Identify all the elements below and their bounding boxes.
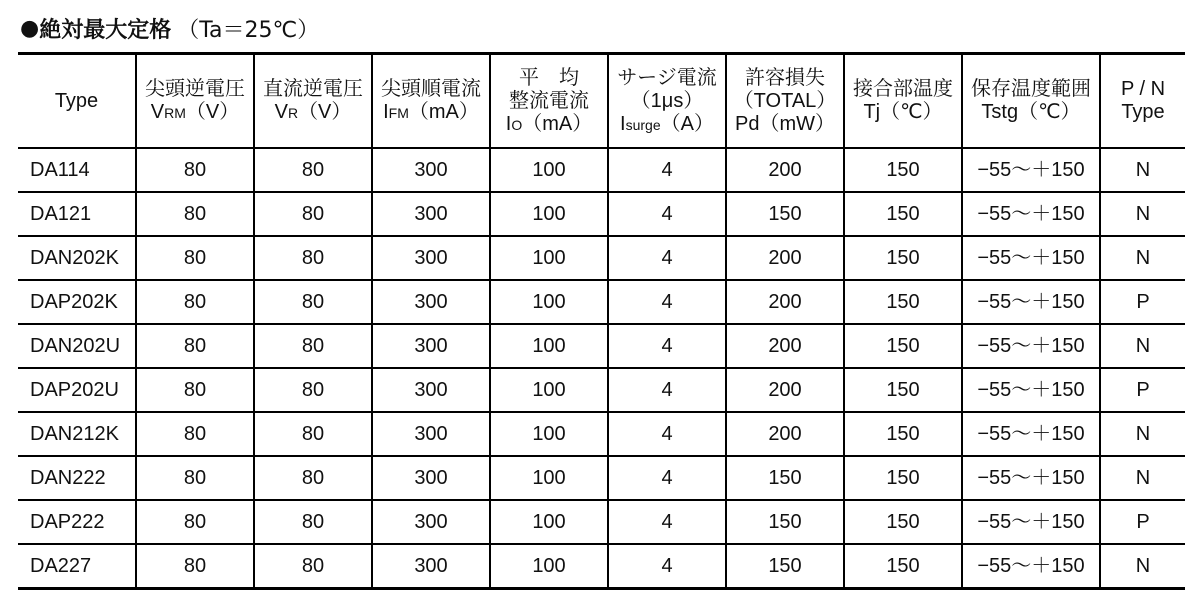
cell-power-dissipation: 150 — [726, 192, 844, 236]
header-peak-forward-current: 尖頭順電流 IFM（mA） — [372, 54, 490, 149]
cell-storage-temperature: −55～＋150 — [962, 412, 1100, 456]
cell-peak-forward-current: 300 — [372, 324, 490, 368]
cell-power-dissipation: 200 — [726, 280, 844, 324]
cell-dc-reverse-voltage: 80 — [254, 500, 372, 544]
cell-surge-current: 4 — [608, 236, 726, 280]
cell-pn-type: N — [1100, 192, 1185, 236]
table-row — [18, 192, 1185, 236]
table-row — [18, 500, 1185, 544]
cell-average-rectified-current: 100 — [490, 236, 608, 280]
cell-peak-forward-current: 300 — [372, 368, 490, 412]
cell-type: DAP222 — [18, 500, 136, 544]
cell-dc-reverse-voltage: 80 — [254, 456, 372, 500]
cell-average-rectified-current: 100 — [490, 148, 608, 192]
cell-power-dissipation: 200 — [726, 148, 844, 192]
cell-junction-temperature: 150 — [844, 500, 962, 544]
table-row — [18, 544, 1185, 589]
cell-dc-reverse-voltage: 80 — [254, 236, 372, 280]
cell-average-rectified-current: 100 — [490, 280, 608, 324]
header-row — [18, 54, 1185, 149]
cell-surge-current: 4 — [608, 368, 726, 412]
cell-peak-forward-current: 300 — [372, 148, 490, 192]
cell-average-rectified-current: 100 — [490, 500, 608, 544]
header-average-rectified-current: 平 均 整流電流 IO（mA） — [490, 54, 608, 149]
cell-pn-type: N — [1100, 236, 1185, 280]
cell-dc-reverse-voltage: 80 — [254, 368, 372, 412]
cell-pn-type: P — [1100, 500, 1185, 544]
cell-power-dissipation: 200 — [726, 324, 844, 368]
cell-surge-current: 4 — [608, 412, 726, 456]
cell-power-dissipation: 200 — [726, 412, 844, 456]
cell-type: DA114 — [18, 148, 136, 192]
cell-type: DA227 — [30, 554, 92, 577]
cell-junction-temperature: 150 — [844, 544, 962, 589]
cell-average-rectified-current: 100 — [490, 368, 608, 412]
cell-storage-temperature: −55～＋150 — [962, 192, 1100, 236]
cell-power-dissipation: 150 — [726, 500, 844, 544]
cell-junction-temperature: 150 — [844, 236, 962, 280]
header-dc-reverse-voltage: 直流逆電圧 VR（V） — [254, 54, 372, 149]
cell-dc-reverse-voltage: 80 — [254, 544, 372, 589]
title-main: 絶対最大定格 — [39, 17, 172, 43]
cell-average-rectified-current: 100 — [490, 456, 608, 500]
table-row — [18, 324, 1185, 368]
table-row — [18, 148, 1185, 192]
cell-peak-forward-current: 300 — [372, 456, 490, 500]
cell-type: DAN212K — [18, 412, 136, 456]
cell-storage-temperature: −55～＋150 — [962, 544, 1100, 589]
cell-peak-forward-current: 300 — [372, 500, 490, 544]
cell-pn-type: P — [1100, 368, 1185, 412]
cell-peak-reverse-voltage: 80 — [136, 192, 254, 236]
cell-peak-reverse-voltage: 80 — [136, 412, 254, 456]
cell-junction-temperature: 150 — [844, 192, 962, 236]
cell-peak-reverse-voltage: 80 — [136, 544, 254, 589]
cell-peak-reverse-voltage: 80 — [136, 236, 254, 280]
cell-power-dissipation: 150 — [726, 544, 844, 589]
cell-type: DAN222 — [18, 456, 136, 500]
cell-storage-temperature: −55～＋150 — [962, 368, 1100, 412]
cell-surge-current: 4 — [608, 544, 726, 589]
cell-peak-reverse-voltage: 80 — [136, 324, 254, 368]
cell-average-rectified-current: 100 — [490, 544, 608, 589]
table-row — [18, 280, 1185, 324]
cell-junction-temperature: 150 — [844, 412, 962, 456]
cell-surge-current: 4 — [608, 324, 726, 368]
cell-peak-reverse-voltage: 80 — [136, 368, 254, 412]
cell-dc-reverse-voltage: 80 — [254, 324, 372, 368]
cell-junction-temperature: 150 — [844, 148, 962, 192]
cell-pn-type: N — [1100, 412, 1185, 456]
cell-type: DAP202U — [18, 368, 136, 412]
section-title — [20, 8, 319, 48]
cell-power-dissipation: 150 — [726, 456, 844, 500]
table-row — [18, 456, 1185, 500]
header-junction-temperature: 接合部温度 Tj（℃） — [844, 54, 962, 149]
header-type: Type — [18, 54, 136, 149]
absolute-max-ratings-table — [18, 52, 1185, 590]
cell-junction-temperature: 150 — [844, 324, 962, 368]
cell-pn-type: P — [1100, 280, 1185, 324]
header-power-dissipation: 許容損失 （TOTAL） Pd（mW） — [726, 54, 844, 149]
cell-type: DAP202K — [18, 280, 136, 324]
cell-storage-temperature: −55～＋150 — [962, 500, 1100, 544]
cell-peak-reverse-voltage: 80 — [136, 456, 254, 500]
table-row — [18, 412, 1185, 456]
header-surge-current: サージ電流 （1μs） Isurge（A） — [608, 54, 726, 149]
cell-surge-current: 4 — [608, 148, 726, 192]
cell-surge-current: 4 — [608, 192, 726, 236]
cell-junction-temperature: 150 — [844, 280, 962, 324]
cell-average-rectified-current: 100 — [490, 192, 608, 236]
cell-peak-forward-current: 300 — [372, 544, 490, 589]
cell-peak-reverse-voltage: 80 — [136, 500, 254, 544]
cell-power-dissipation: 200 — [726, 236, 844, 280]
table-row — [18, 236, 1185, 280]
cell-pn-type: N — [1100, 324, 1185, 368]
cell-average-rectified-current: 100 — [490, 412, 608, 456]
cell-junction-temperature: 150 — [844, 368, 962, 412]
header-pn-type: P / N Type — [1100, 54, 1185, 149]
cell-power-dissipation: 200 — [726, 368, 844, 412]
title-bullet: ● — [20, 15, 40, 41]
cell-dc-reverse-voltage: 80 — [254, 192, 372, 236]
cell-peak-reverse-voltage: 80 — [136, 148, 254, 192]
cell-pn-type: N — [1100, 148, 1185, 192]
cell-pn-type: N — [1100, 456, 1185, 500]
cell-storage-temperature: −55～＋150 — [962, 456, 1100, 500]
cell-peak-forward-current: 300 — [372, 280, 490, 324]
cell-peak-forward-current: 300 — [372, 412, 490, 456]
table-row — [18, 368, 1185, 412]
cell-storage-temperature: −55～＋150 — [962, 280, 1100, 324]
cell-surge-current: 4 — [608, 456, 726, 500]
cell-average-rectified-current: 100 — [490, 324, 608, 368]
title-condition: （Ta＝25℃） — [177, 17, 320, 43]
cell-type: DAN202K — [18, 236, 136, 280]
cell-storage-temperature: −55～＋150 — [962, 148, 1100, 192]
cell-pn-type: N — [1100, 544, 1185, 589]
cell-junction-temperature: 150 — [844, 456, 962, 500]
cell-dc-reverse-voltage: 80 — [254, 280, 372, 324]
cell-peak-forward-current: 300 — [372, 236, 490, 280]
cell-surge-current: 4 — [608, 280, 726, 324]
cell-type: DA121 — [18, 192, 136, 236]
cell-storage-temperature: −55～＋150 — [962, 236, 1100, 280]
cell-peak-forward-current: 300 — [372, 192, 490, 236]
cell-type: DAN202U — [18, 324, 136, 368]
header-peak-reverse-voltage: 尖頭逆電圧 VRM（V） — [136, 54, 254, 149]
cell-storage-temperature: −55～＋150 — [962, 324, 1100, 368]
header-storage-temperature: 保存温度範囲 Tstg（℃） — [962, 54, 1100, 149]
cell-dc-reverse-voltage: 80 — [254, 412, 372, 456]
cell-peak-reverse-voltage: 80 — [136, 280, 254, 324]
cell-dc-reverse-voltage: 80 — [254, 148, 372, 192]
table-body — [18, 148, 1185, 589]
cell-surge-current: 4 — [608, 500, 726, 544]
